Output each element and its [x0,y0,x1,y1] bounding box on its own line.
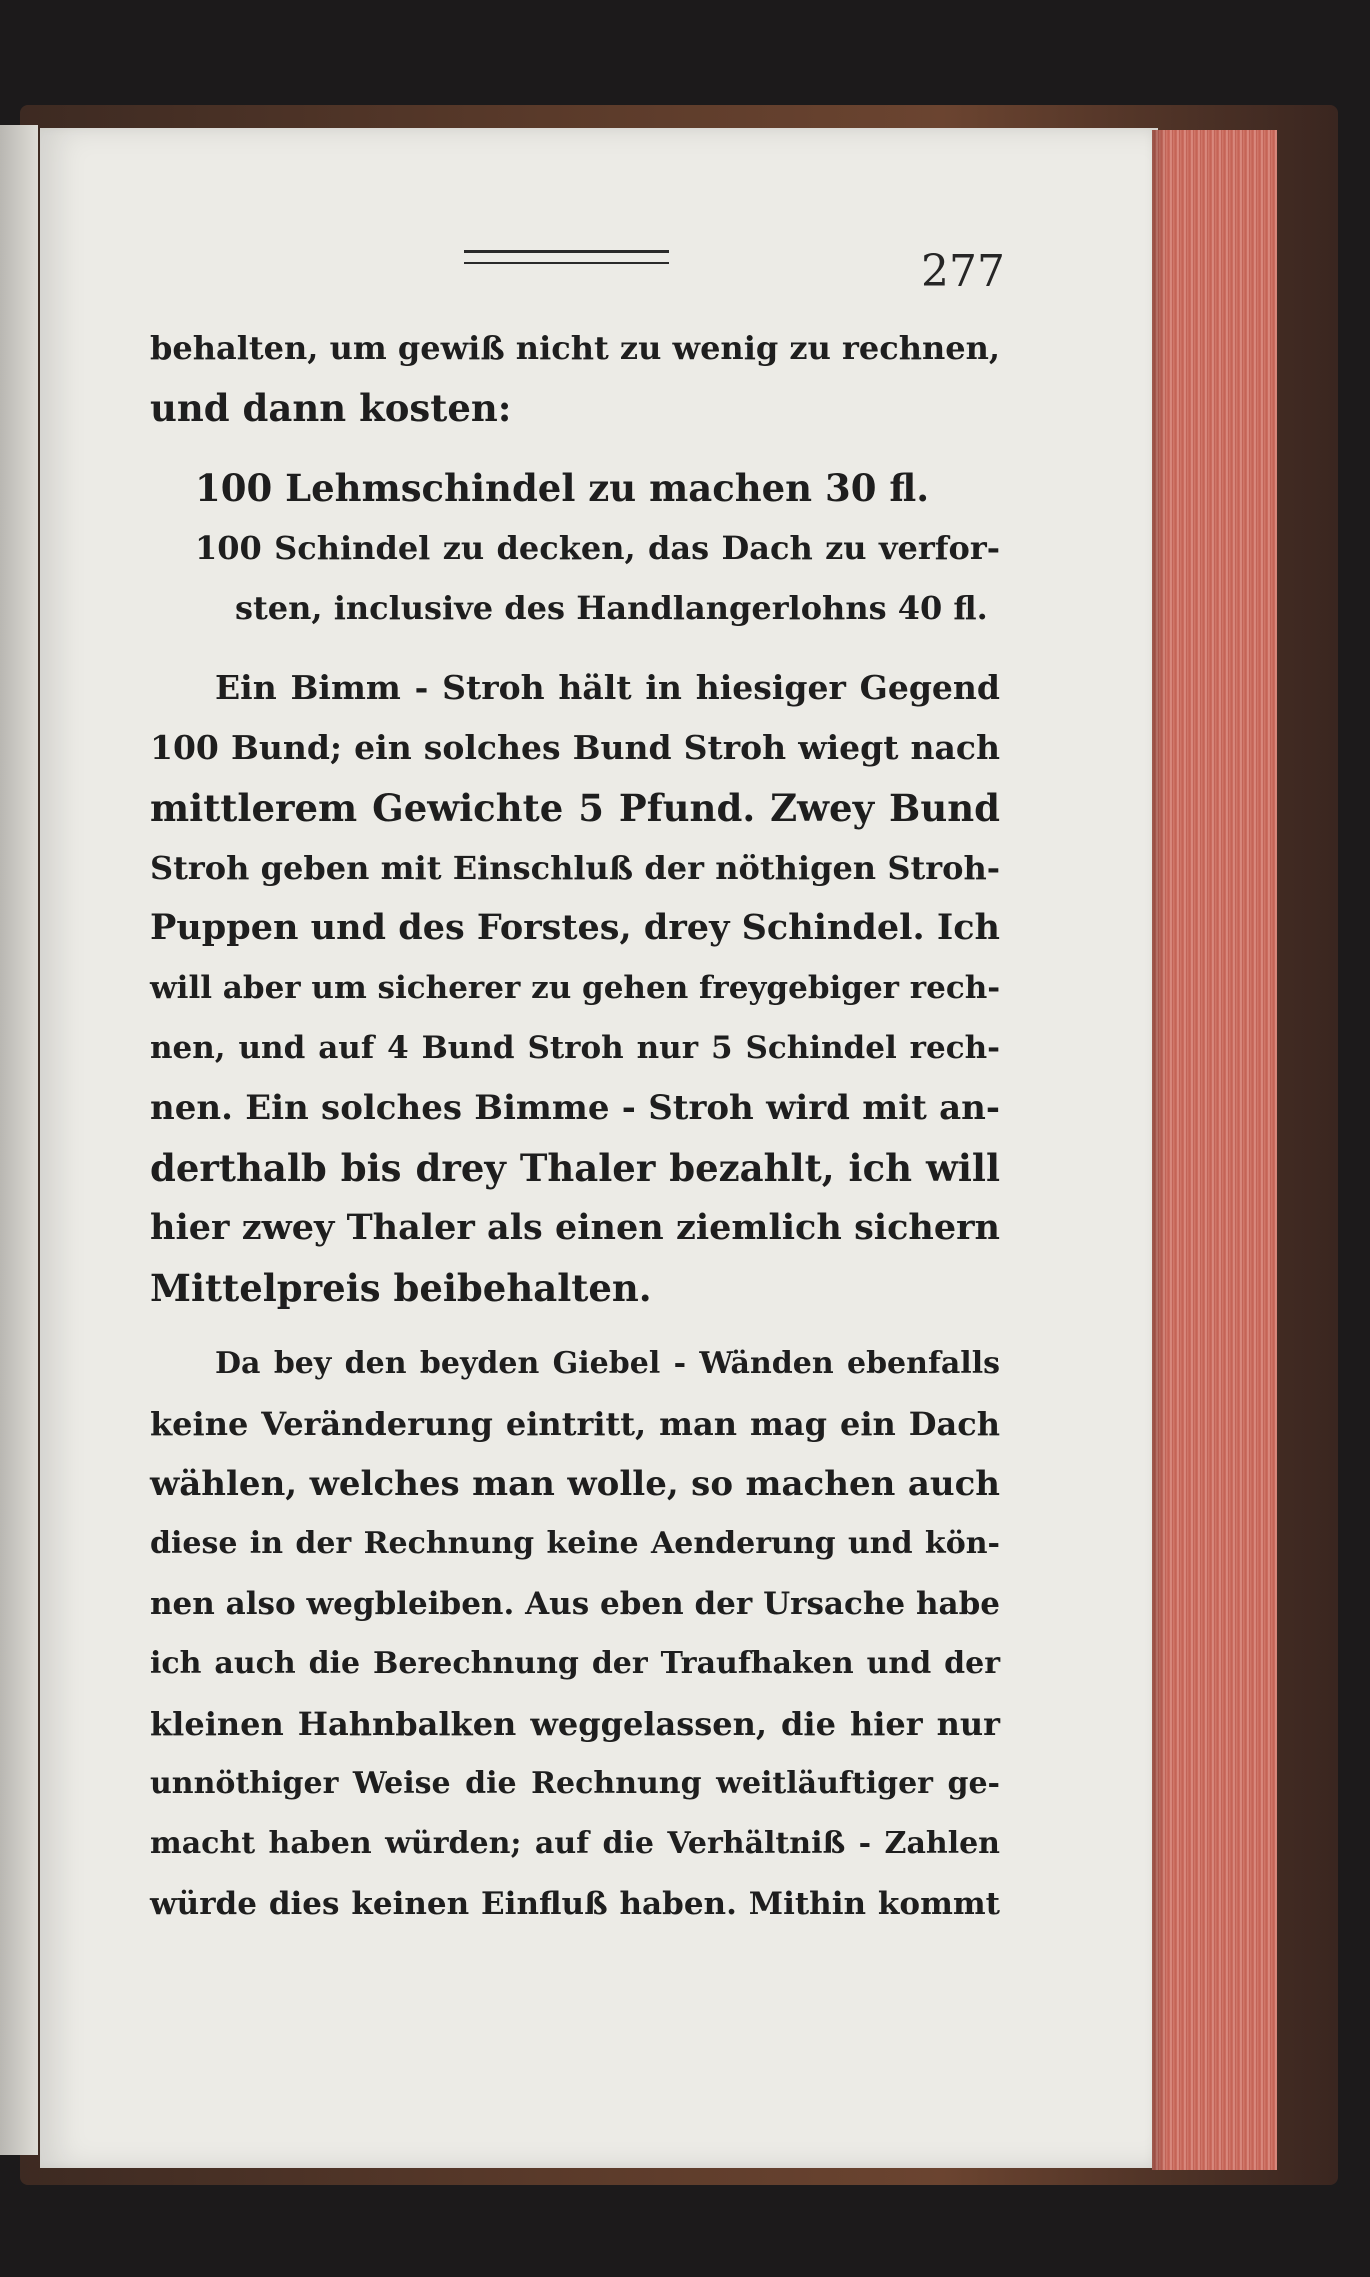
text-line: 100 Bund; ein solches Bund Stroh wiegt nach [150,728,1000,767]
text-line: derthalb bis drey Thaler bezahlt, ich will [150,1146,1000,1190]
text-line: Stroh geben mit Einschluß der nöthigen Stroh- [150,849,1000,887]
page-edges [1152,130,1277,2170]
header-rule [464,250,669,264]
text-line: diese in der Rechnung keine Aenderung und kön- [150,1526,1000,1561]
page-edges-shadow [1152,130,1166,2170]
text-line: unnöthiger Weise die Rechnung weitläuftiger ge- [150,1766,1000,1801]
text-line: behalten, um gewiß nicht zu wenig zu rechnen, [150,329,1000,367]
text-line: Ein Bimm - Stroh hält in hiesiger Gegend [215,668,1000,707]
text-line: wählen, welches man wolle, so machen auch [150,1464,1000,1504]
page-text [150,318,1000,1934]
page-number: 277 [921,246,1005,297]
text-line: und dann kosten: [150,386,512,430]
text-line: will aber um sicherer zu gehen freygebiger rech- [150,970,1001,1006]
list-item-continuation: sten, inclusive des Handlangerlohns 40 fl. [235,589,988,627]
text-line: nen also wegbleiben. Aus eben der Ursache habe [150,1586,1000,1622]
list-item: 100 Schindel zu decken, das Dach zu verfor- [195,529,1000,567]
text-line: macht haben würden; auf die Verhältniß - Zahlen [150,1826,1000,1861]
text-line: mittlerem Gewichte 5 Pfund. Zwey Bund [150,786,1000,830]
text-line: würde dies keinen Einfluß haben. Mithin kommt [150,1886,1000,1922]
text-line: Puppen und des Forstes, drey Schindel. Ich [150,907,1000,948]
text-line: keine Veränderung eintritt, man mag ein Dach [150,1405,1000,1443]
text-line: Da bey den beyden Giebel - Wänden ebenfalls [215,1346,1000,1381]
text-line: nen. Ein solches Bimme - Stroh wird mit an- [150,1088,1000,1128]
text-line: Mittelpreis beibehalten. [150,1266,652,1310]
left-facing-page [0,125,38,2155]
text-line: hier zwey Thaler als einen ziemlich sichern [150,1207,1000,1248]
text-line: ich auch die Berechnung der Traufhaken und der [150,1646,1000,1681]
text-line: kleinen Hahnbalken weggelassen, die hier nur [150,1705,1000,1743]
list-item: 100 Lehmschindel zu machen 30 fl. [195,466,930,510]
text-line: nen, und auf 4 Bund Stroh nur 5 Schindel rech- [150,1030,1000,1066]
